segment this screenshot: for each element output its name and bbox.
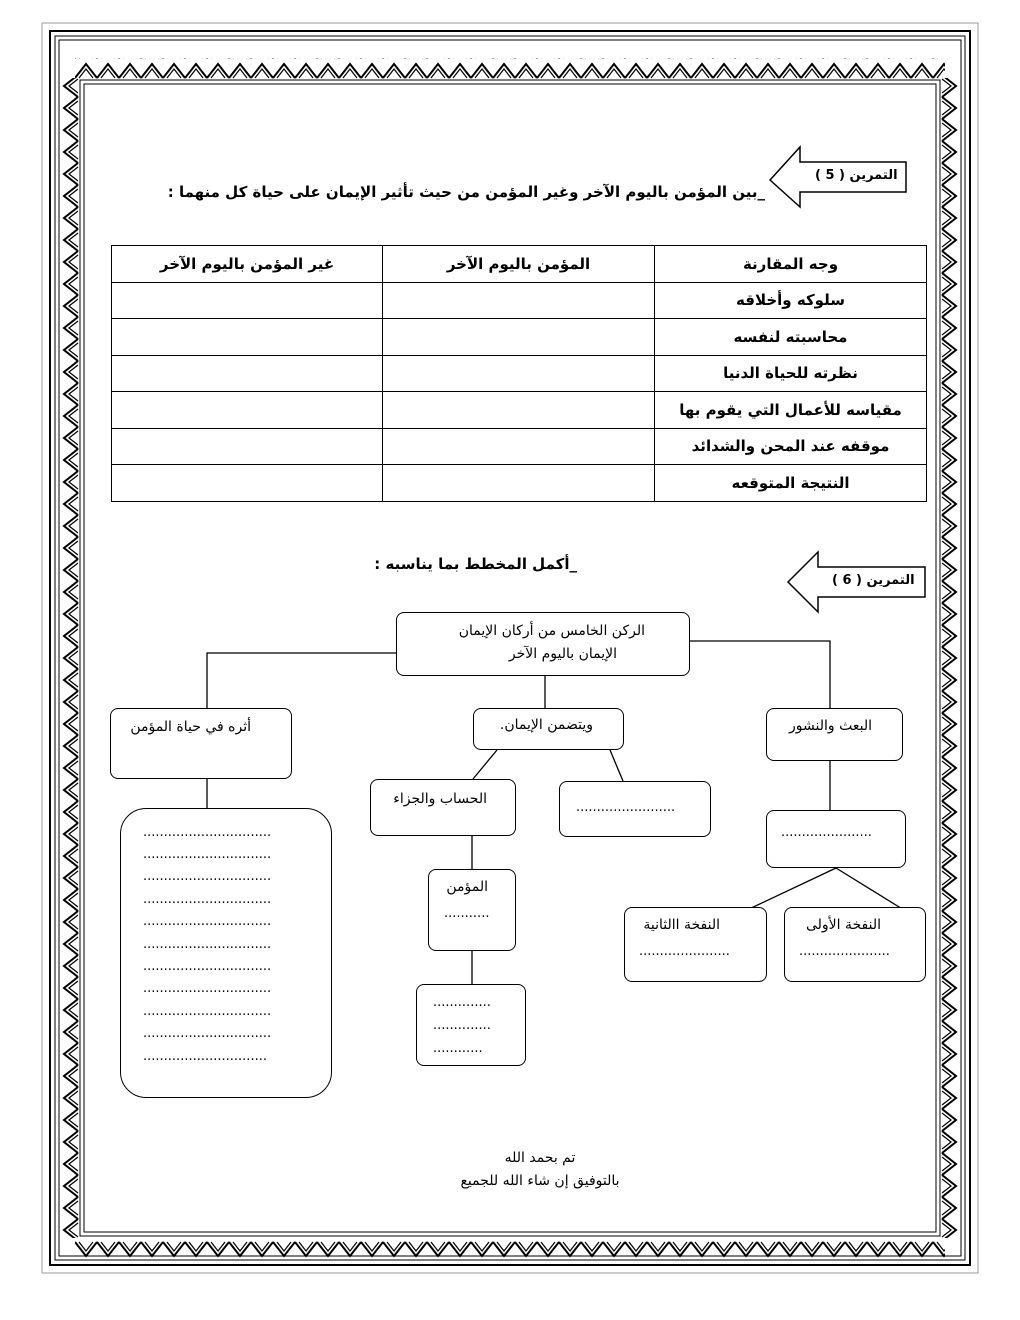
exercise6-instruction: _أكمل المخطط بما يناسبه : [374, 555, 577, 573]
effect-blank: ............................... [143, 1026, 272, 1041]
sub-blanks-box[interactable] [416, 984, 526, 1066]
table-cell: موقفه عند المحن والشدائد [655, 428, 927, 465]
blank-under-resurrection: ...................... [781, 825, 872, 840]
effect-blank: ............................... [143, 981, 272, 996]
blank-right: ........................ [576, 800, 676, 815]
effect-blank: .............................. [143, 1049, 267, 1064]
believer-box[interactable] [428, 869, 516, 951]
includes-label: ويتضمن الإيمان. [499, 717, 593, 733]
effect-blank: ............................... [143, 825, 272, 840]
first-blow-box[interactable] [784, 907, 926, 982]
header-cell: المؤمن باليوم الآخر [383, 246, 655, 283]
root-line2: الإيمان باليوم الآخر [508, 646, 617, 662]
root-line1: الركن الخامس من أركان الإيمان [458, 623, 645, 639]
exercise6-tag: التمرين ( 6 ) [832, 573, 915, 588]
table-cell: سلوكه وأخلاقه [655, 282, 927, 319]
resurrection-box [766, 708, 903, 761]
effect-blank: ............................... [143, 869, 272, 884]
sub-blank-3: ............ [433, 1041, 483, 1056]
header-cell: وجه المقارنة [655, 246, 927, 283]
root-box [396, 612, 690, 676]
header-cell: غير المؤمن باليوم الآخر [112, 246, 383, 283]
first-blow-blank: ...................... [799, 944, 890, 959]
effect-blank: ............................... [143, 959, 272, 974]
effect-blank: ............................... [143, 847, 272, 862]
blank-box-right[interactable] [559, 781, 711, 837]
believer-blank: ........... [444, 906, 490, 921]
table-cell: محاسبته لنفسه [655, 319, 927, 356]
table-cell: نظرته للحياة الدنيا [655, 355, 927, 392]
exercise5-instruction: _بين المؤمن باليوم الآخر وغير المؤمن من حيث تأثير الإيمان على حياة كل منهما : [167, 183, 765, 201]
believer-label: المؤمن [446, 879, 488, 895]
resurrection-label: البعث والنشور [789, 718, 872, 734]
includes-box [473, 708, 624, 750]
effect-blank: ............................... [143, 892, 272, 907]
second-blow-label: النفخة االثانية [643, 917, 720, 933]
effect-label: أثره في حياة المؤمن [130, 719, 251, 735]
footer-line1: تم بحمد الله [504, 1150, 576, 1166]
effect-box [110, 708, 292, 779]
sub-blank-2: .............. [433, 1018, 491, 1033]
effect-blanks-box[interactable] [120, 808, 332, 1098]
table-cell: مقياسه للأعمال التي يقوم بها [655, 392, 927, 429]
exercise5-tag: التمرين ( 5 ) [815, 168, 898, 183]
sub-blank-1: .............. [433, 995, 491, 1010]
second-blow-blank: ...................... [639, 944, 730, 959]
second-blow-box[interactable] [624, 907, 767, 982]
blank-box-resurrection[interactable] [766, 810, 906, 868]
effect-blank: ............................... [143, 914, 272, 929]
reckoning-label: الحساب والجزاء [393, 791, 487, 807]
first-blow-label: النفخة الأولى [805, 917, 881, 933]
footer-line2: بالتوفيق إن شاء الله للجميع [460, 1173, 620, 1189]
reckoning-box [370, 779, 516, 836]
effect-blank: ............................... [143, 1004, 272, 1019]
table-cell: النتيجة المتوقعه [655, 465, 927, 502]
effect-blank: ............................... [143, 937, 272, 952]
